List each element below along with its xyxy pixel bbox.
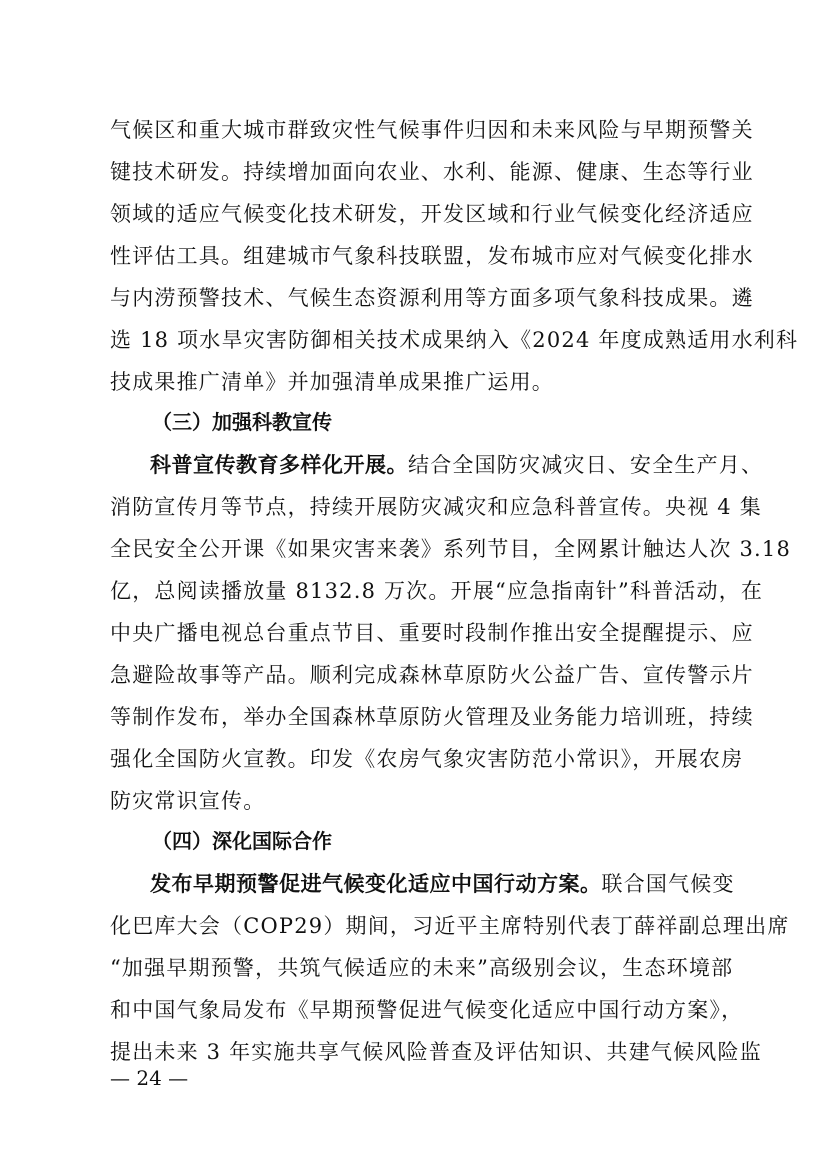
text-line: 化巴库大会（COP29）期间，习近平主席特别代表丁薛祥副总理出席: [110, 914, 790, 938]
text-line: 消防宣传月等节点，持续开展防灾减灾和应急科普宣传。央视 4 集: [110, 495, 762, 519]
text-line: 和中国气象局发布《早期预警促进气候变化适应中国行动方案》，: [110, 998, 744, 1022]
text-line: 防灾常识宣传。: [110, 789, 266, 813]
text-line: “加强早期预警，共筑气候适应的未来”高级别会议，生态环境部: [110, 956, 734, 980]
paragraph-first-line: [110, 869, 735, 899]
text-line: 全民安全公开课《如果灾害来袭》系列节目，全网累计触达人次 3.18: [110, 537, 792, 561]
text-line: 提出未来 3 年实施共享气候风险普查及评估知识、共建气候风险监: [110, 1040, 762, 1064]
page-number: — 24 —: [110, 1066, 189, 1090]
text-line: 选 18 项水旱灾害防御相关技术成果纳入《2024 年度成熟适用水利科: [110, 328, 799, 352]
text-line: 气候区和重大城市群致灾性气候事件归因和未来风险与早期预警关: [110, 118, 754, 142]
section-heading: （三）加强科教宣传: [152, 410, 332, 434]
section-heading: （四）深化国际合作: [152, 829, 332, 853]
text-line: 等制作发布，举办全国森林草原防火管理及业务能力培训班，持续: [110, 705, 754, 729]
paragraph-text: 结合全国防灾减灾日、安全生产月、: [408, 453, 764, 477]
paragraph-lead: 发布早期预警促进气候变化适应中国行动方案。: [150, 872, 602, 896]
paragraph-first-line: [110, 450, 764, 480]
text-line: 领域的适应气候变化技术研发，开发区域和行业气候变化经济适应: [110, 202, 754, 226]
text-line: 急避险故事等产品。顺利完成森林草原防火公益广告、宣传警示片: [110, 663, 754, 687]
text-line: 性评估工具。组建城市气象科技联盟，发布城市应对气候变化排水: [110, 244, 754, 268]
text-line: 技成果推广清单》并加强清单成果推广运用。: [110, 370, 554, 394]
text-line: 键技术研发。持续增加面向农业、水利、能源、健康、生态等行业: [110, 160, 754, 184]
text-line: 与内涝预警技术、气候生态资源利用等方面多项气象科技成果。遴: [110, 286, 754, 310]
text-line: 亿，总阅读播放量 8132.8 万次。开展“应急指南针”科普活动，在: [110, 579, 764, 603]
text-line: 中央广播电视总台重点节目、重要时段制作推出安全提醒提示、应: [110, 621, 754, 645]
paragraph-lead: 科普宣传教育多样化开展。: [150, 453, 408, 477]
paragraph-text: 联合国气候变: [601, 872, 735, 896]
text-line: 强化全国防火宣教。印发《农房气象灾害防范小常识》，开展农房: [110, 747, 744, 771]
